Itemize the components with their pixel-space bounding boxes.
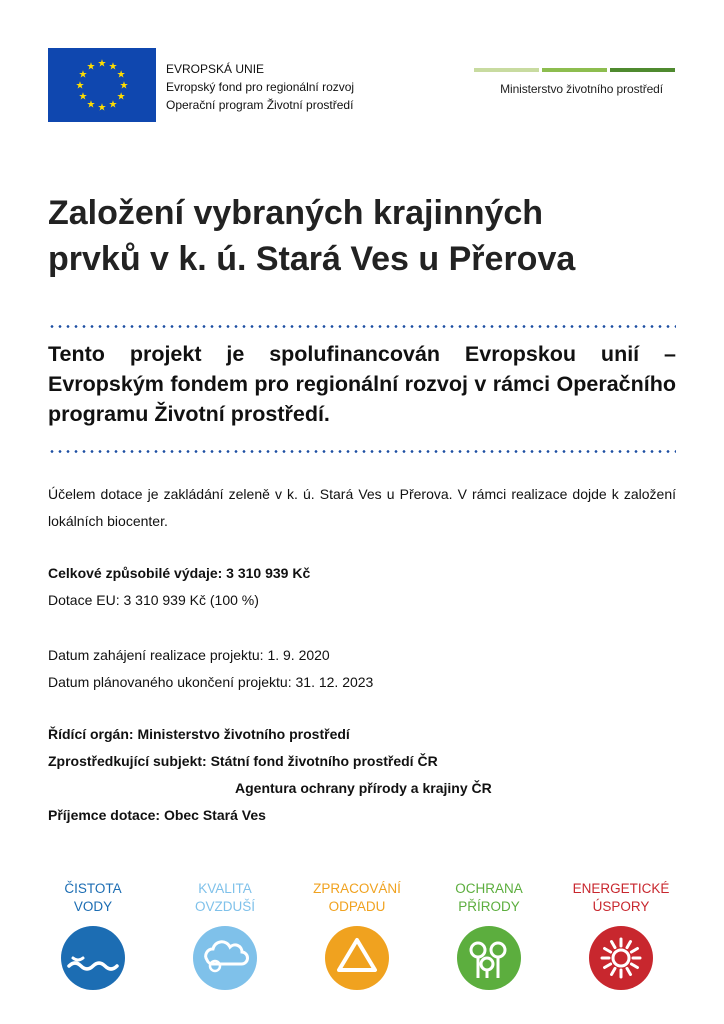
priority-energy [566, 880, 676, 916]
eu-fund: Evropský fond pro regionální rozvoj [166, 80, 355, 94]
title-line: Založení vybraných krajinných [48, 194, 544, 232]
managing-authority: Řídící orgán: Ministerstvo životního prostředí [48, 726, 350, 742]
priority-waste [302, 880, 412, 916]
eu-flag-logo [48, 48, 156, 122]
water-icon [61, 926, 125, 990]
eu-text-block [166, 60, 354, 114]
cofinancing-statement: Tento projekt je spolufinancován Evropskou unií – Evropským fondem pro regionální rozvoj v rámci Operačního programu Životní prostředí. [48, 342, 676, 426]
eu-star-icon: ★ [97, 102, 107, 114]
nature-icon [457, 926, 521, 990]
priority-nature [434, 880, 544, 916]
priority-water [38, 880, 148, 916]
dotted-divider [48, 450, 676, 453]
start-date: Datum zahájení realizace projektu: 1. 9. 2020 [48, 647, 330, 663]
intermediary-body: Zprostředkující subjekt: Státní fond životního prostředí ČR [48, 753, 438, 769]
waste-icon [325, 926, 389, 990]
project-purpose: Účelem dotace je zakládání zeleně v k. ú. Stará Ves u Přerova. V rámci realizace dojde k založení lokálních biocenter. [48, 486, 676, 529]
eu-star-icon: ★ [116, 91, 126, 103]
dotted-divider [48, 325, 676, 328]
organizations-block [48, 721, 676, 829]
costs-block [48, 560, 676, 614]
ministry-logo [474, 68, 675, 96]
eu-star-icon: ★ [116, 69, 126, 81]
ministry-name: Ministerstvo životního prostředí [500, 82, 663, 96]
total-costs: Celkové způsobilé výdaje: 3 310 939 Kč [48, 565, 311, 581]
priority-label: ZPRACOVÁNÍ ODPADU [313, 881, 401, 914]
eu-programme: Operační program Životní prostředí [166, 98, 354, 112]
energy-icon [589, 926, 653, 990]
ministry-bar [474, 68, 539, 72]
priority-air [170, 880, 280, 916]
eu-star-icon: ★ [75, 80, 85, 92]
dates-block [48, 642, 676, 696]
page-title [48, 190, 688, 282]
air-icon [193, 926, 257, 990]
priority-label: OCHRANA PŘÍRODY [455, 881, 523, 914]
intermediary-body-2: Agentura ochrany přírody a krajiny ČR [235, 780, 492, 796]
title-line: prvků v k. ú. Stará Ves u Přerova [48, 240, 576, 278]
eu-star-icon: ★ [108, 61, 118, 73]
eu-name: EVROPSKÁ UNIE [166, 62, 265, 76]
ministry-bar [610, 68, 675, 72]
eu-star-icon: ★ [86, 61, 96, 73]
end-date: Datum plánovaného ukončení projektu: 31. 12. 2023 [48, 674, 374, 690]
eu-star-icon: ★ [86, 99, 96, 111]
eu-star-icon: ★ [97, 58, 107, 70]
eu-star-icon: ★ [78, 69, 88, 81]
ministry-color-bars [474, 68, 675, 72]
eu-subsidy: Dotace EU: 3 310 939 Kč (100 %) [48, 592, 259, 608]
grant-recipient: Příjemce dotace: Obec Stará Ves [48, 807, 266, 823]
ministry-bar [542, 68, 607, 72]
priority-label: ENERGETICKÉ ÚSPORY [572, 881, 670, 914]
eu-star-icon: ★ [108, 99, 118, 111]
eu-star-icon: ★ [78, 91, 88, 103]
eu-star-icon: ★ [119, 80, 129, 92]
priority-label: KVALITA OVZDUŠÍ [194, 881, 255, 914]
priority-label: ČISTOTA VODY [64, 881, 122, 914]
